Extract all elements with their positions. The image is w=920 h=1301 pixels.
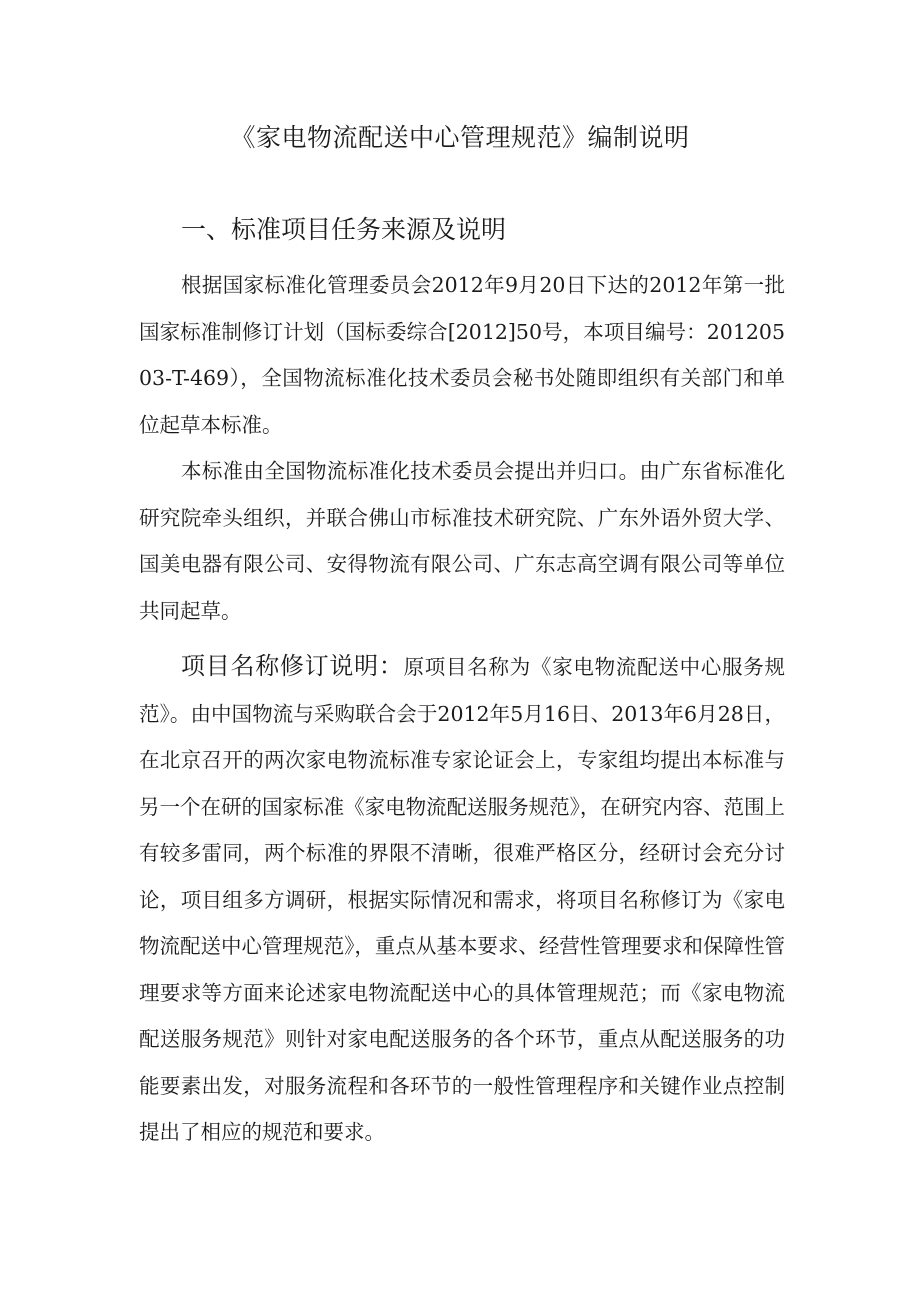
- paragraph-drafting-units: [139, 448, 785, 634]
- paragraph-name-revision: [139, 643, 785, 1156]
- paragraph-text: 本标准由全国物流标准化技术委员会提出并归口。由广东省标准化研究院牵头组织，并联合佛山市标准技术研究院、广东外语外贸大学、国美电器有限公司、安得物流有限公司、广东志高空调有限公司等单位共同起草。: [139, 459, 785, 623]
- paragraph-text: 根据国家标准化管理委员会2012年9月20日下达的2012年第一批国家标准制修订计划（国标委综合[2012]50号，本项目编号：20120503-T-469），全国物流标准化技术委员会秘书处随即组织有关部门和单位起草本标准。: [139, 273, 785, 437]
- section-heading: 一、标准项目任务来源及说明: [181, 215, 507, 244]
- paragraph-task-source: [139, 262, 785, 448]
- paragraph-text: 原项目名称为《家电物流配送中心服务规范》。由中国物流与采购联合会于2012年5月16日、2013年6月28日，在北京召开的两次家电物流标准专家论证会上，专家组均提出本标准与另一个在研的国家标准《家电物流配送服务规范》，在研究内容、范围上有较多雷同，两个标准的界限不清晰，很难严格区分，经研讨会充分讨论，项目组多方调研，根据实际情况和需求，将项目名称修订为《家电物流配送中心管理规范》，重点从基本要求、经营性管理要求和保障性管理要求等方面来论述家电物流配送中心的具体管理规范；而《家电物流配送服务规范》则针对家电配送服务的各个环节，重点从配送服务的功能要素出发，对服务流程和各环节的一般性管理程序和关键作业点控制提出了相应的规范和要求。: [139, 655, 786, 1144]
- paragraph-lead-in: 项目名称修订说明：: [181, 652, 404, 680]
- document-title: 《家电物流配送中心管理规范》编制说明: [230, 123, 690, 152]
